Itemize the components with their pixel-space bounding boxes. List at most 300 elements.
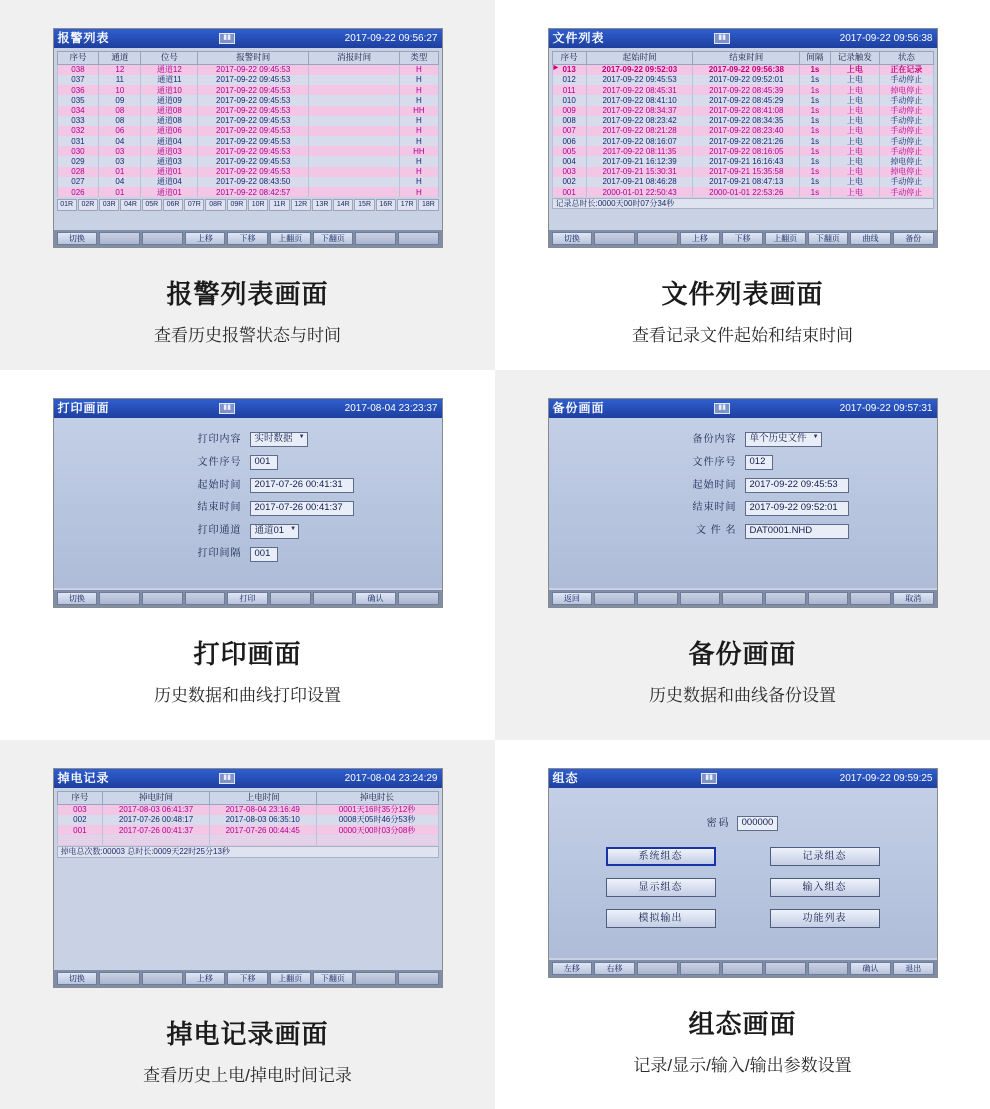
table-row[interactable]	[57, 116, 438, 126]
cell-start-time: 2017-09-21 15:30:31	[586, 167, 693, 177]
caption-subtitle: 记录/显示/输入/输出参数设置	[633, 1056, 852, 1075]
cell-channel: 09	[99, 95, 141, 105]
table-row[interactable]	[57, 106, 438, 116]
cell-status: 手动停止	[880, 146, 933, 156]
switch-button[interactable]: 切换	[552, 232, 593, 245]
cell-trigger: 上电	[830, 95, 880, 105]
screen-title: 报警列表	[57, 30, 110, 45]
device-screen-alarm	[53, 28, 443, 248]
device-screen-power	[53, 768, 443, 988]
cell-alarm-time: 2017-09-22 09:45:53	[198, 85, 308, 95]
channel-chip[interactable]: 05R	[142, 199, 162, 211]
table-row[interactable]	[57, 167, 438, 177]
cell-alarm-time: 2017-09-22 08:43:50	[198, 177, 308, 187]
move-left-button[interactable]: 左移	[552, 962, 593, 975]
cell-type: H	[400, 126, 438, 136]
table-row[interactable]	[57, 156, 438, 166]
password-row	[707, 816, 779, 831]
blank-button[interactable]	[398, 232, 439, 245]
col-alarm-time: 报警时间	[198, 52, 308, 65]
cell-index: 034	[57, 106, 99, 116]
end-time-input[interactable]: 2017-07-26 00:41:37	[250, 501, 354, 516]
exit-button[interactable]: 退出	[893, 962, 934, 975]
panel-file-list	[495, 0, 990, 370]
channel-chip[interactable]: 12R	[291, 199, 311, 211]
table-header-row	[57, 52, 438, 65]
caption-title: 报警列表画面	[166, 279, 329, 309]
table-row[interactable]	[552, 95, 933, 105]
blank-button[interactable]	[398, 972, 439, 985]
table-row[interactable]	[552, 116, 933, 126]
cell-end-time: 2017-09-22 09:56:38	[693, 64, 800, 75]
cell-type: H	[400, 64, 438, 75]
print-content-select[interactable]: 实时数据 ▼	[250, 432, 308, 447]
table-row[interactable]	[552, 136, 933, 146]
channel-chip[interactable]: 11R	[269, 199, 289, 211]
datetime-label: 2017-09-22 09:56:27	[344, 32, 438, 44]
button-bar	[549, 960, 937, 977]
power-table-wrap	[54, 788, 442, 845]
blank-button[interactable]	[765, 592, 806, 605]
move-down-button[interactable]: 下移	[227, 232, 268, 245]
cell-end-time: 2017-09-22 09:52:01	[693, 75, 800, 85]
move-down-button[interactable]: 下移	[722, 232, 763, 245]
page-down-button[interactable]: 下翻页	[313, 972, 354, 985]
switch-button[interactable]: 切换	[57, 592, 98, 605]
cell-tag: 通道01	[141, 187, 198, 197]
col-index: 序号	[57, 52, 99, 65]
function-list-button[interactable]: 功能列表	[770, 909, 880, 928]
password-label: 密码	[706, 817, 731, 829]
screen-title: 掉电记录	[57, 770, 110, 785]
channel-chip[interactable]: 02R	[78, 199, 98, 211]
cell-index: 003	[552, 167, 586, 177]
table-header-row	[552, 52, 933, 65]
channel-chip[interactable]: 13R	[312, 199, 332, 211]
blank-button[interactable]	[398, 592, 439, 605]
config-button-grid	[606, 847, 880, 928]
cell-tag: 通道08	[141, 116, 198, 126]
col-type: 类型	[400, 52, 438, 65]
channel-chip[interactable]: 15R	[354, 199, 374, 211]
table-row[interactable]	[552, 187, 933, 197]
caption-subtitle: 历史数据和曲线备份设置	[649, 686, 836, 705]
battery-icon: ▮▮	[219, 33, 235, 44]
caption-config	[633, 1004, 851, 1076]
cell-power-on-time	[209, 844, 316, 845]
print-button[interactable]: 打印	[227, 592, 268, 605]
cell-alarm-time: 2017-09-22 08:42:57	[198, 187, 308, 197]
cell-clear-time	[308, 187, 399, 197]
cell-clear-time	[308, 116, 399, 126]
cell-channel: 03	[99, 146, 141, 156]
cell-channel: 01	[99, 187, 141, 197]
cell-trigger: 上电	[830, 177, 880, 187]
form-row-print-channel	[54, 524, 442, 539]
channel-chip[interactable]: 04R	[120, 199, 140, 211]
titlebar	[549, 29, 937, 48]
cell-index	[57, 844, 103, 845]
table-row[interactable]	[57, 177, 438, 187]
blank-button[interactable]	[765, 962, 806, 975]
col-power-on-time: 上电时间	[209, 792, 316, 805]
battery-icon: ▮▮	[219, 403, 235, 414]
move-up-button[interactable]: 上移	[185, 972, 226, 985]
channel-chip[interactable]: 07R	[184, 199, 204, 211]
col-index: 序号	[57, 792, 103, 805]
blank-button[interactable]	[99, 972, 140, 985]
cell-index: 033	[57, 116, 99, 126]
cell-alarm-time: 2017-09-22 09:45:53	[198, 156, 308, 166]
field-label: 备份内容	[692, 433, 737, 445]
channel-chip[interactable]: 09R	[227, 199, 247, 211]
display-config-button[interactable]: 显示组态	[606, 878, 716, 897]
channel-chip[interactable]: 18R	[418, 199, 438, 211]
table-row[interactable]	[57, 815, 438, 825]
move-down-button[interactable]: 下移	[227, 972, 268, 985]
blank-button[interactable]	[594, 592, 635, 605]
cell-index: 001	[57, 825, 103, 835]
cell-start-time: 2017-09-22 08:16:07	[586, 136, 693, 146]
blank-button[interactable]	[270, 592, 311, 605]
confirm-button[interactable]: 确认	[850, 962, 891, 975]
table-row[interactable]	[552, 156, 933, 166]
cell-alarm-time: 2017-09-22 09:45:53	[198, 146, 308, 156]
col-power-off-time: 掉电时间	[103, 792, 210, 805]
blank-button[interactable]	[808, 592, 849, 605]
titlebar-center	[605, 33, 840, 44]
print-channel-select[interactable]: 通道01 ▼	[250, 524, 300, 539]
cell-status: 掉电停止	[880, 85, 933, 95]
cell-index: 032	[57, 126, 99, 136]
system-config-button[interactable]: 系统组态	[606, 847, 716, 866]
col-channel: 通道	[99, 52, 141, 65]
col-tag: 位号	[141, 52, 198, 65]
config-body	[549, 788, 937, 958]
cell-channel: 04	[99, 136, 141, 146]
cell-trigger: 上电	[830, 156, 880, 166]
panel-power-log	[0, 740, 495, 1109]
table-row[interactable]	[57, 844, 438, 845]
backup-button[interactable]: 备份	[893, 232, 934, 245]
cell-channel: 12	[99, 64, 141, 75]
page-up-button[interactable]: 上翻页	[270, 972, 311, 985]
blank-button[interactable]	[637, 232, 678, 245]
blank-button[interactable]	[185, 592, 226, 605]
channel-chip[interactable]: 03R	[99, 199, 119, 211]
cell-trigger: 上电	[830, 136, 880, 146]
cell-status: 掉电停止	[880, 167, 933, 177]
table-row[interactable]	[57, 85, 438, 95]
cell-type: HH	[400, 146, 438, 156]
cell-tag: 通道06	[141, 126, 198, 136]
cell-type: H	[400, 177, 438, 187]
cell-duration: 0008天05时46分53秒	[316, 815, 438, 825]
table-row[interactable]	[57, 804, 438, 815]
blank-button[interactable]	[637, 592, 678, 605]
switch-button[interactable]: 切换	[57, 232, 98, 245]
cell-clear-time	[308, 167, 399, 177]
cell-index: 007	[552, 126, 586, 136]
cell-interval: 1s	[800, 177, 830, 187]
cell-type: H	[400, 75, 438, 85]
field-label: 打印内容	[197, 433, 242, 445]
blank-button[interactable]	[850, 592, 891, 605]
cell-index: 006	[552, 136, 586, 146]
cell-index: 002	[552, 177, 586, 187]
panel-backup	[495, 370, 990, 740]
cell-index: 011	[552, 85, 586, 95]
cell-interval: 1s	[800, 156, 830, 166]
table-row[interactable]	[57, 64, 438, 75]
table-row[interactable]	[57, 187, 438, 197]
page-down-button[interactable]: 下翻页	[313, 232, 354, 245]
blank-button[interactable]	[637, 962, 678, 975]
cell-start-time: 2017-09-22 08:23:42	[586, 116, 693, 126]
back-button[interactable]: 返回	[552, 592, 593, 605]
form-row-print-content	[54, 432, 442, 447]
col-trigger: 记录触发	[830, 52, 880, 65]
device-screen-config	[548, 768, 938, 978]
cell-index: 008	[552, 116, 586, 126]
table-row[interactable]	[552, 126, 933, 136]
cell-index: 028	[57, 167, 99, 177]
cell-type: H	[400, 187, 438, 197]
cell-end-time: 2017-09-22 08:16:05	[693, 146, 800, 156]
form-row-end-time	[54, 501, 442, 516]
cell-trigger: 上电	[830, 167, 880, 177]
cell-trigger: 上电	[830, 106, 880, 116]
cell-type: H	[400, 85, 438, 95]
cell-tag: 通道12	[141, 64, 198, 75]
move-right-button[interactable]: 右移	[594, 962, 635, 975]
cell-alarm-time: 2017-09-22 09:45:53	[198, 167, 308, 177]
col-start-time: 起始时间	[586, 52, 693, 65]
file-index-input[interactable]: 012	[745, 455, 773, 470]
titlebar	[54, 399, 442, 418]
blank-button[interactable]	[142, 232, 183, 245]
cell-channel: 04	[99, 177, 141, 187]
cell-end-time: 2017-09-21 08:47:13	[693, 177, 800, 187]
table-row[interactable]	[552, 106, 933, 116]
field-label: 起始时间	[692, 479, 737, 491]
print-form	[54, 418, 442, 588]
blank-button[interactable]	[722, 592, 763, 605]
screen-title: 打印画面	[57, 400, 110, 415]
cell-alarm-time: 2017-09-22 09:45:53	[198, 136, 308, 146]
channel-chip[interactable]: 06R	[163, 199, 183, 211]
backup-content-select[interactable]: 单个历史文件 ▼	[745, 432, 822, 447]
cell-duration	[316, 844, 438, 845]
table-row[interactable]	[552, 167, 933, 177]
cell-index: 002	[57, 815, 103, 825]
battery-icon: ▮▮	[219, 773, 235, 784]
field-label: 结束时间	[692, 502, 737, 514]
cell-interval: 1s	[800, 106, 830, 116]
cell-end-time: 2017-09-22 08:41:08	[693, 106, 800, 116]
channel-chip[interactable]: 14R	[333, 199, 353, 211]
move-up-button[interactable]: 上移	[185, 232, 226, 245]
caption-power	[143, 1014, 352, 1086]
caption-backup	[649, 634, 836, 706]
table-row[interactable]	[57, 136, 438, 146]
cell-tag: 通道11	[141, 75, 198, 85]
button-bar	[54, 970, 442, 987]
cell-status: 手动停止	[880, 75, 933, 85]
cell-power-off-time: 2017-07-26 00:48:17	[103, 815, 210, 825]
titlebar	[54, 769, 442, 788]
channel-strip	[57, 199, 439, 211]
table-row-selected[interactable]	[552, 64, 933, 75]
cell-end-time: 2017-09-21 15:35:58	[693, 167, 800, 177]
page-up-button[interactable]: 上翻页	[765, 232, 806, 245]
cell-interval: 1s	[800, 85, 830, 95]
blank-button[interactable]	[355, 232, 396, 245]
cell-status: 手动停止	[880, 136, 933, 146]
cell-interval: 1s	[800, 146, 830, 156]
channel-chip[interactable]: 10R	[248, 199, 268, 211]
channel-chip[interactable]: 17R	[397, 199, 417, 211]
col-interval: 间隔	[800, 52, 830, 65]
print-interval-input[interactable]: 001	[250, 547, 278, 562]
blank-button[interactable]	[594, 232, 635, 245]
cell-channel: 03	[99, 156, 141, 166]
col-index: 序号	[552, 52, 586, 65]
cell-start-time: 2017-09-21 16:12:39	[586, 156, 693, 166]
page-up-button[interactable]: 上翻页	[270, 232, 311, 245]
cell-start-time: 2017-09-22 08:45:31	[586, 85, 693, 95]
cell-end-time: 2017-09-21 16:16:43	[693, 156, 800, 166]
cell-alarm-time: 2017-09-22 09:45:53	[198, 126, 308, 136]
caption-file	[632, 274, 853, 346]
cell-status: 手动停止	[880, 187, 933, 197]
table-row[interactable]	[57, 126, 438, 136]
field-label: 结束时间	[197, 502, 242, 514]
table-row[interactable]	[552, 177, 933, 187]
table-row[interactable]	[57, 825, 438, 835]
cell-status: 手动停止	[880, 126, 933, 136]
cell-status: 手动停止	[880, 95, 933, 105]
cell-trigger: 上电	[830, 146, 880, 156]
button-bar	[549, 590, 937, 607]
cell-trigger: 上电	[830, 187, 880, 197]
blank-button[interactable]	[142, 972, 183, 985]
caption-title: 打印画面	[193, 639, 302, 669]
cell-index: 026	[57, 187, 99, 197]
caption-alarm	[154, 274, 341, 346]
channel-chip[interactable]: 01R	[57, 199, 77, 211]
device-screen-backup	[548, 398, 938, 608]
channel-chip[interactable]: 16R	[376, 199, 396, 211]
switch-button[interactable]: 切换	[57, 972, 98, 985]
table-row[interactable]	[552, 85, 933, 95]
field-label: 打印间隔	[197, 548, 242, 560]
caption-subtitle: 查看记录文件起始和结束时间	[632, 326, 853, 345]
cell-index: 029	[57, 156, 99, 166]
confirm-button[interactable]: 确认	[355, 592, 396, 605]
cell-interval: 1s	[800, 167, 830, 177]
start-time-input[interactable]: 2017-07-26 00:41:31	[250, 478, 354, 493]
caption-subtitle: 历史数据和曲线打印设置	[154, 686, 341, 705]
cell-index: ▶ 013	[552, 64, 586, 75]
cell-type: H	[400, 95, 438, 105]
titlebar-center	[110, 773, 345, 784]
cell-alarm-time: 2017-09-22 09:45:53	[198, 75, 308, 85]
screen-title: 备份画面	[552, 400, 605, 415]
table-row[interactable]	[552, 75, 933, 85]
cell-index: 031	[57, 136, 99, 146]
cell-power-on-time: 2017-07-26 00:44:45	[209, 825, 316, 835]
screen-title: 组态	[552, 770, 579, 785]
cell-channel: 10	[99, 85, 141, 95]
titlebar-center	[110, 33, 345, 44]
blank-button[interactable]	[99, 232, 140, 245]
page-down-button[interactable]: 下翻页	[808, 232, 849, 245]
analog-output-button[interactable]: 模拟输出	[606, 909, 716, 928]
password-input[interactable]: 000000	[737, 816, 779, 831]
cell-end-time: 2017-09-22 08:21:26	[693, 136, 800, 146]
field-label: 文件序号	[692, 456, 737, 468]
titlebar-center	[605, 403, 840, 414]
move-up-button[interactable]: 上移	[680, 232, 721, 245]
cell-power-on-time: 2017-08-03 06:35:10	[209, 815, 316, 825]
form-row-start-time	[549, 478, 937, 493]
blank-button[interactable]	[808, 962, 849, 975]
blank-button[interactable]	[722, 962, 763, 975]
end-time-input[interactable]: 2017-09-22 09:52:01	[745, 501, 849, 516]
blank-button[interactable]	[680, 962, 721, 975]
form-row-end-time	[549, 501, 937, 516]
device-screen-print	[53, 398, 443, 608]
file-index-input[interactable]: 001	[250, 455, 278, 470]
field-label: 文件序号	[197, 456, 242, 468]
blank-button[interactable]	[99, 592, 140, 605]
cell-end-time: 2017-09-22 08:34:35	[693, 116, 800, 126]
cell-interval: 1s	[800, 136, 830, 146]
file-name-input[interactable]: DAT0001.NHD	[745, 524, 849, 539]
cell-interval: 1s	[800, 64, 830, 75]
blank-button[interactable]	[355, 972, 396, 985]
cell-status: 掉电停止	[880, 156, 933, 166]
panel-alarm-list	[0, 0, 495, 370]
start-time-input[interactable]: 2017-09-22 09:45:53	[745, 478, 849, 493]
form-row-start-time	[54, 478, 442, 493]
table-row[interactable]	[57, 75, 438, 85]
caption-subtitle: 查看历史上电/掉电时间记录	[143, 1066, 352, 1085]
cell-clear-time	[308, 136, 399, 146]
cancel-button[interactable]: 取消	[893, 592, 934, 605]
panel-print	[0, 370, 495, 740]
button-bar	[54, 230, 442, 247]
datetime-label: 2017-09-22 09:56:38	[839, 32, 933, 44]
blank-button[interactable]	[142, 592, 183, 605]
cell-power-off-time	[103, 844, 210, 845]
panel-config	[495, 740, 990, 1109]
curve-button[interactable]: 曲线	[850, 232, 891, 245]
channel-chip[interactable]: 08R	[205, 199, 225, 211]
cell-tag: 通道01	[141, 167, 198, 177]
table-row[interactable]	[552, 146, 933, 156]
table-row[interactable]	[57, 95, 438, 105]
blank-button[interactable]	[313, 592, 354, 605]
table-row[interactable]	[57, 146, 438, 156]
file-table-wrap	[549, 48, 937, 197]
cell-tag: 通道10	[141, 85, 198, 95]
record-config-button[interactable]: 记录组态	[770, 847, 880, 866]
blank-button[interactable]	[680, 592, 721, 605]
input-config-button[interactable]: 输入组态	[770, 878, 880, 897]
cell-start-time: 2017-09-22 08:11:35	[586, 146, 693, 156]
